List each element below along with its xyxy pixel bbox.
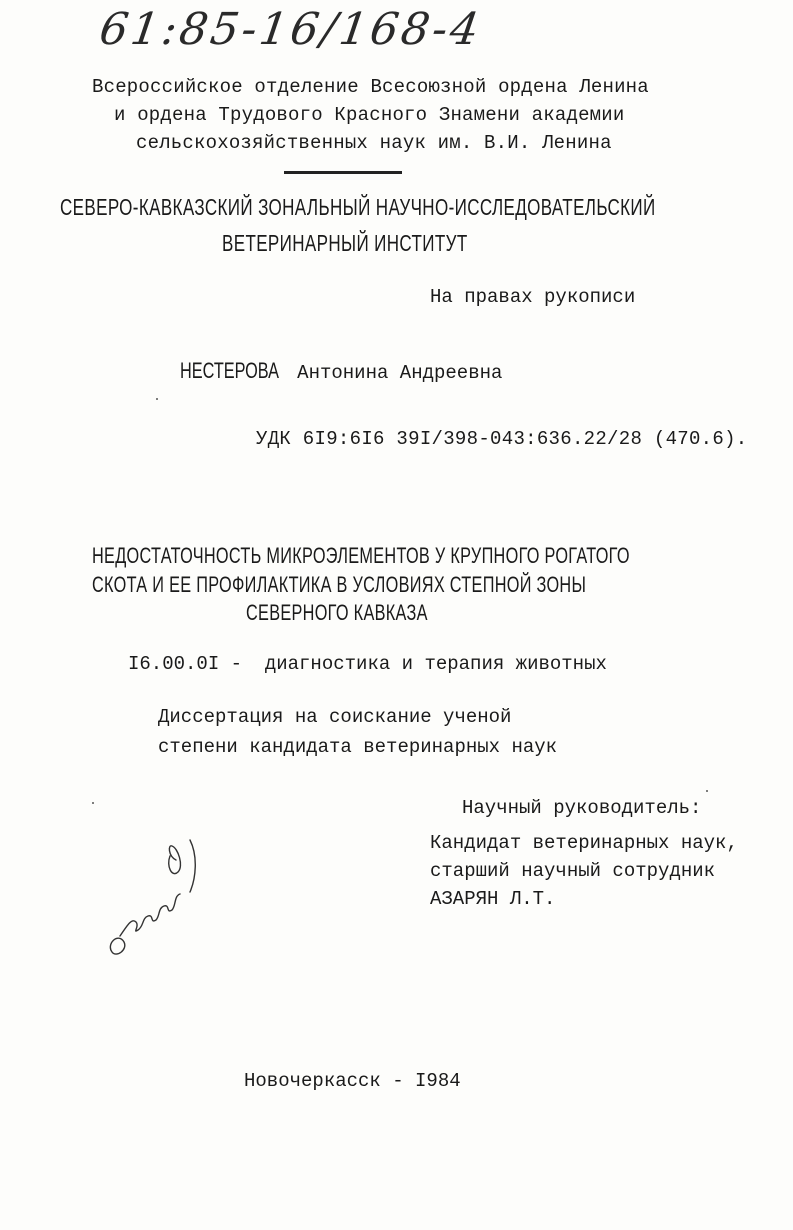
supervisor-heading: Научный руководитель:: [462, 797, 702, 819]
thesis-title-line-3: СЕВЕРНОГО КАВКАЗА: [246, 600, 428, 625]
supervisor-name: АЗАРЯН Л.Т.: [430, 888, 556, 910]
city-and-year: Новочеркасск - I984: [244, 1070, 461, 1092]
dissertation-line-2: степени кандидата ветеринарных наук: [158, 736, 558, 758]
paper-speck: [706, 790, 708, 792]
dissertation-line-1: Диссертация на соискание ученой: [158, 706, 512, 728]
supervisor-degree: Кандидат ветеринарных наук,: [430, 832, 738, 854]
header-divider: [284, 171, 402, 174]
institute-name-line-1: СЕВЕРО-КАВКАЗСКИЙ ЗОНАЛЬНЫЙ НАУЧНО-ИССЛЕДОВАТЕЛЬСКИЙ: [60, 194, 656, 220]
author-given-names: Антонина Андреевна: [297, 362, 503, 384]
handwritten-archive-number: 61:85-16/168-4: [96, 4, 485, 55]
manuscript-rights-note: На правах рукописи: [430, 286, 636, 308]
thesis-title-line-2: СКОТА И ЕЕ ПРОФИЛАКТИКА В УСЛОВИЯХ СТЕПНОЙ ЗОНЫ: [92, 572, 587, 597]
specialty-code: I6.00.0I - диагностика и терапия животных: [128, 653, 607, 675]
thesis-title-line-1: НЕДОСТАТОЧНОСТЬ МИКРОЭЛЕМЕНТОВ У КРУПНОГО РОГАТОГО: [92, 543, 630, 568]
organization-line-3: сельскохозяйственных наук им. В.И. Ленина: [136, 132, 612, 154]
institute-name-line-2: ВЕТЕРИНАРНЫЙ ИНСТИТУТ: [222, 230, 468, 256]
supervisor-position: старший научный сотрудник: [430, 860, 716, 882]
author-surname: НЕСТЕРОВА: [180, 358, 279, 383]
udk-code: УДК 6I9:6I6 39I/398-043:636.22/28 (470.6).: [256, 428, 748, 450]
paper-speck: [156, 398, 158, 400]
paper-speck: [92, 802, 94, 804]
organization-line-2: и ордена Трудового Красного Знамени академии: [114, 104, 625, 126]
author-name: [180, 358, 502, 384]
organization-line-1: Всероссийское отделение Всесоюзной ордена Ленина: [92, 76, 649, 98]
handwritten-signature: [98, 826, 208, 966]
